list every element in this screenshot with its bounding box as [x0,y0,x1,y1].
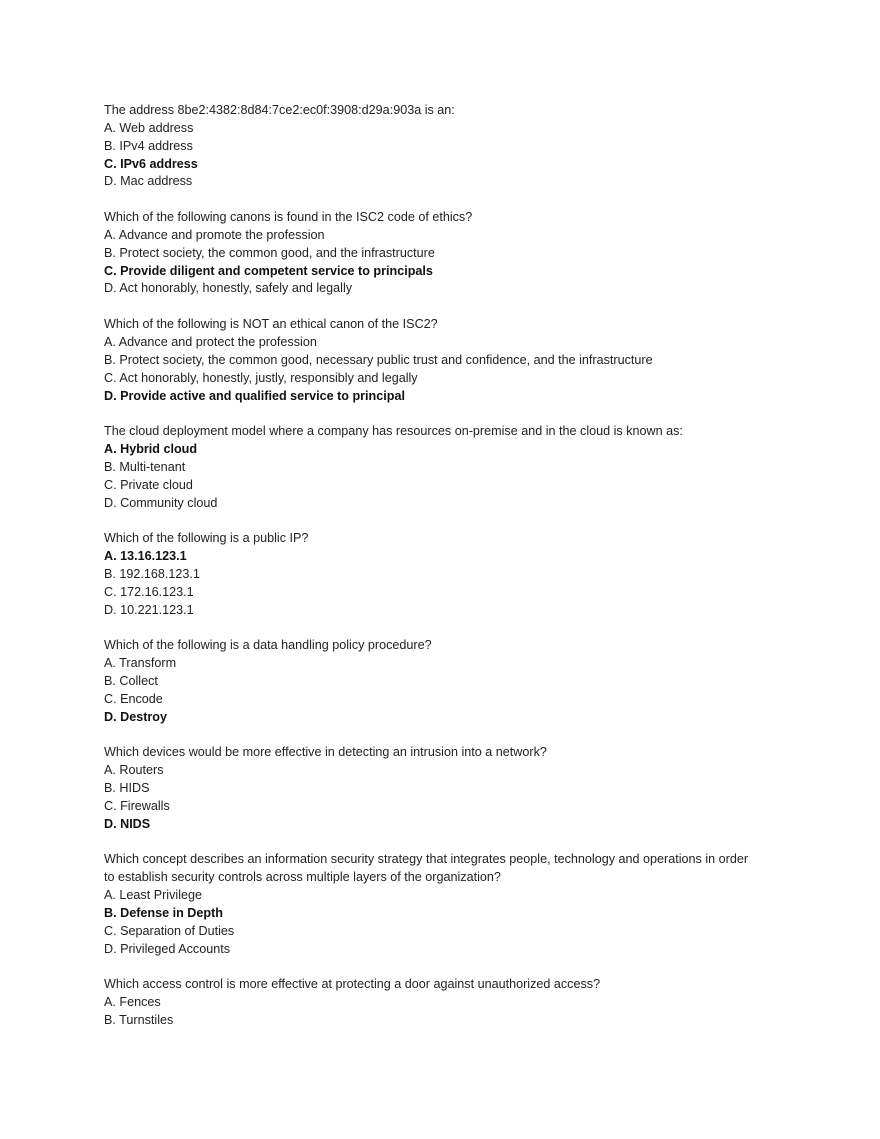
answer-option: A. Routers [104,763,164,778]
answer-option: B. Collect [104,674,158,688]
answer-option: B. Protect society, the common good, and the infrastructure [104,245,435,260]
document-page [104,102,804,1048]
correct-answer-option: B. Defense in Depth [104,905,223,920]
question-prompt: The address 8be2:4382:8d84:7ce2:ec0f:3908:d29a:903a is an: [104,103,455,117]
answer-option: A. Least Privilege [104,888,203,903]
question-block [104,976,804,1030]
answer-option: B. Turnstiles [104,1013,174,1028]
question-prompt: Which of the following is a public IP? [104,531,309,546]
question-block [104,851,804,958]
answer-option: A. Advance and promote the profession [104,227,325,242]
question-prompt: Which concept describes an information security strategy that integrates people, technology and operations in order [104,852,749,867]
question-prompt: Which access control is more effective at protecting a door against unauthorized access? [104,977,601,992]
question-block [104,637,804,726]
question-block [104,530,804,619]
answer-option: C. Firewalls [104,798,170,813]
answer-option: B. 192.168.123.1 [104,566,200,581]
answer-option: C. 172.16.123.1 [104,584,194,599]
answer-option: C. Act honorably, honestly, justly, responsibly and legally [104,370,418,385]
question-block [104,102,804,191]
answer-option: D. Privileged Accounts [104,941,230,956]
answer-option: A. Web address [104,120,194,135]
correct-answer-option: D. Provide active and qualified service to principal [104,388,405,403]
answer-option: A. Transform [104,656,177,671]
answer-option: B. Protect society, the common good, necessary public trust and confidence, and the infrastructure [104,352,653,367]
answer-option: C. Encode [104,691,163,706]
question-prompt: The cloud deployment model where a company has resources on-premise and in the cloud is known as: [104,424,683,439]
answer-option: A. Advance and protect the profession [104,334,317,349]
answer-option: C. Separation of Duties [104,923,235,938]
correct-answer-option: C. Provide diligent and competent service to principals [104,263,433,278]
answer-option: D. Mac address [104,174,193,189]
question-prompt: Which devices would be more effective in detecting an intrusion into a network? [104,745,547,760]
correct-answer-option: A. Hybrid cloud [104,442,198,457]
question-block [104,423,804,512]
question-block [104,209,804,298]
answer-option: B. Multi-tenant [104,459,186,474]
answer-option: D. Community cloud [104,495,218,510]
question-block [104,316,804,405]
correct-answer-option: C. IPv6 address [104,156,198,171]
correct-answer-option: D. Destroy [104,709,167,724]
answer-option: A. Fences [104,995,161,1010]
question-prompt: to establish security controls across multiple layers of the organization? [104,870,501,885]
question-prompt: Which of the following is NOT an ethical canon of the ISC2? [104,317,438,332]
answer-option: D. Act honorably, honestly, safely and legally [104,281,353,296]
question-prompt: Which of the following is a data handling policy procedure? [104,638,432,653]
question-block [104,744,804,833]
correct-answer-option: A. 13.16.123.1 [104,549,187,564]
answer-option: B. IPv4 address [104,138,193,153]
answer-option: B. HIDS [104,781,150,796]
question-prompt: Which of the following canons is found in the ISC2 code of ethics? [104,210,473,225]
answer-option: C. Private cloud [104,477,193,492]
correct-answer-option: D. NIDS [104,816,151,831]
answer-option: D. 10.221.123.1 [104,602,194,617]
